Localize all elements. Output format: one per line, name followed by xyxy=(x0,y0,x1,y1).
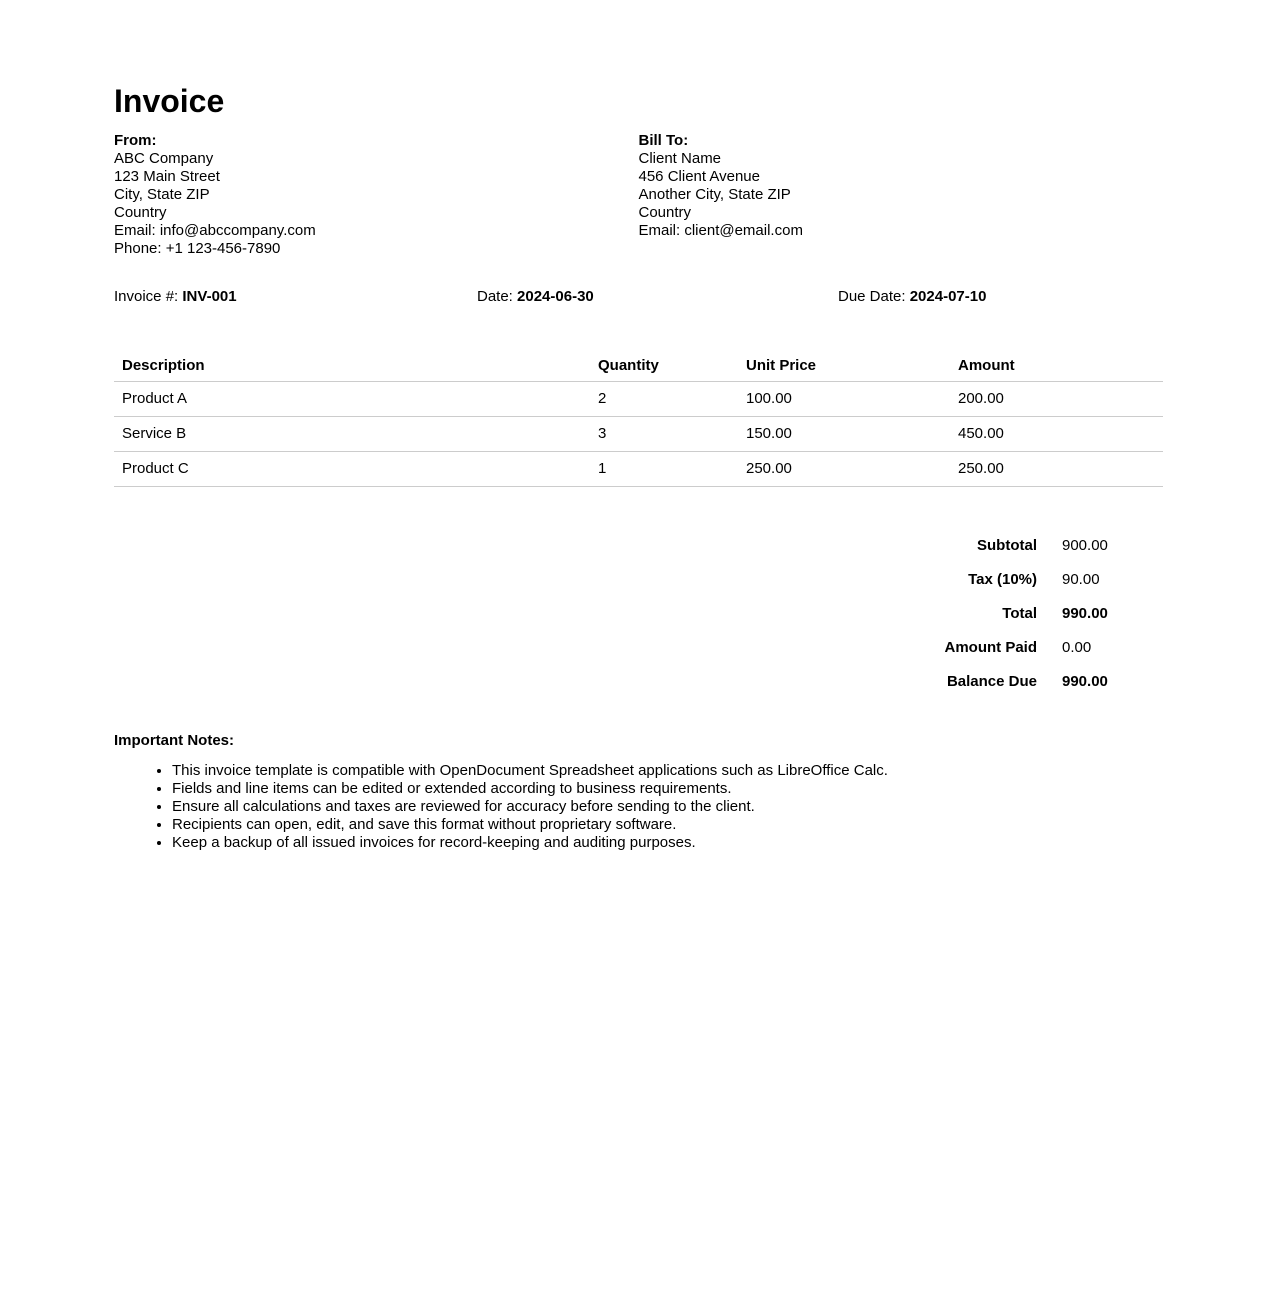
from-address-line: Email: info@abccompany.com xyxy=(114,222,316,239)
bill-to-label: Bill To: xyxy=(638,132,689,149)
invoice-date-value: 2024-06-30 xyxy=(517,288,594,305)
from-address-line: 123 Main Street xyxy=(114,168,220,185)
cell-amount: 250.00 xyxy=(950,452,1163,487)
totals-value: 990.00 xyxy=(1062,604,1108,622)
cell-quantity: 3 xyxy=(590,417,738,452)
header-description: Description xyxy=(114,351,590,382)
cell-description: Service B xyxy=(114,417,590,452)
note-item: • Ensure all calculations and taxes are reviewed for accuracy before sending to the client. xyxy=(172,798,1163,816)
table-row xyxy=(114,382,1163,417)
totals-row xyxy=(114,528,1163,562)
cell-unit-price: 250.00 xyxy=(738,452,950,487)
notes-section xyxy=(114,732,1163,852)
cell-quantity: 2 xyxy=(590,382,738,417)
from-section xyxy=(114,132,639,258)
bill-to-address-line: Another City, State ZIP xyxy=(638,186,791,203)
from-address-line: City, State ZIP xyxy=(114,186,210,203)
totals-value: 990.00 xyxy=(1062,672,1108,690)
totals-row xyxy=(114,596,1163,630)
header-amount: Amount xyxy=(950,351,1163,382)
line-items-body xyxy=(114,382,1163,487)
page-title: Invoice xyxy=(114,83,225,119)
note-item: • This invoice template is compatible with OpenDocument Spreadsheet applications such as LibreOffice Calc. xyxy=(172,762,1163,780)
from-address-line: Country xyxy=(114,204,167,221)
cell-unit-price: 100.00 xyxy=(738,382,950,417)
cell-quantity: 1 xyxy=(590,452,738,487)
table-row xyxy=(114,417,1163,452)
bill-to-address-line: Country xyxy=(638,204,692,221)
totals-row xyxy=(114,562,1163,596)
totals-label: Subtotal xyxy=(977,536,1037,554)
header-row xyxy=(114,351,1163,382)
invoice-meta-row xyxy=(114,288,1163,306)
invoice-due-date-field xyxy=(838,288,986,306)
addresses-section xyxy=(114,132,1163,258)
from-lines xyxy=(114,150,639,258)
notes-list xyxy=(114,762,1163,852)
from-address-line: ABC Company xyxy=(114,150,214,167)
invoice-due-date-label: Due Date: xyxy=(838,288,906,305)
bill-to-address-line: Email: client@email.com xyxy=(638,222,803,239)
totals-label: Total xyxy=(1002,604,1037,622)
header-quantity: Quantity xyxy=(590,351,738,382)
line-items-table xyxy=(114,351,1163,487)
totals-label: Tax (10%) xyxy=(968,570,1037,588)
note-item: • Recipients can open, edit, and save this format without proprietary software. xyxy=(172,816,1163,834)
totals-row xyxy=(114,630,1163,664)
bill-to-address-line: Client Name xyxy=(638,150,722,167)
cell-description: Product C xyxy=(114,452,590,487)
totals-section xyxy=(114,528,1163,698)
cell-unit-price: 150.00 xyxy=(738,417,950,452)
notes-heading: Important Notes: xyxy=(114,732,234,749)
line-items-header xyxy=(114,351,1163,382)
cell-description: Product A xyxy=(114,382,590,417)
totals-value: 900.00 xyxy=(1062,536,1108,554)
invoice-number-label: Invoice #: xyxy=(114,288,179,305)
totals-row xyxy=(114,664,1163,698)
invoice-number-value: INV-001 xyxy=(182,288,237,305)
cell-amount: 200.00 xyxy=(950,382,1163,417)
header-unit-price: Unit Price xyxy=(738,351,950,382)
invoice-date-field xyxy=(477,288,838,306)
totals-label: Amount Paid xyxy=(944,638,1037,656)
bill-to-lines xyxy=(639,150,1164,240)
totals-value: 0.00 xyxy=(1062,638,1092,656)
cell-amount: 450.00 xyxy=(950,417,1163,452)
invoice-number-field xyxy=(114,288,477,306)
bill-to-section xyxy=(639,132,1164,258)
table-row xyxy=(114,452,1163,487)
from-address-line: Phone: +1 123-456-7890 xyxy=(114,240,281,257)
note-item: • Keep a backup of all issued invoices for record-keeping and auditing purposes. xyxy=(172,834,1163,852)
invoice-due-date-value: 2024-07-10 xyxy=(909,288,987,305)
invoice-date-label: Date: xyxy=(477,288,513,305)
note-item: • Fields and line items can be edited or extended according to business requirements. xyxy=(172,780,1163,798)
totals-label: Balance Due xyxy=(946,672,1037,690)
totals-value: 90.00 xyxy=(1062,570,1100,588)
from-label: From: xyxy=(114,132,157,149)
bill-to-address-line: 456 Client Avenue xyxy=(638,168,760,185)
